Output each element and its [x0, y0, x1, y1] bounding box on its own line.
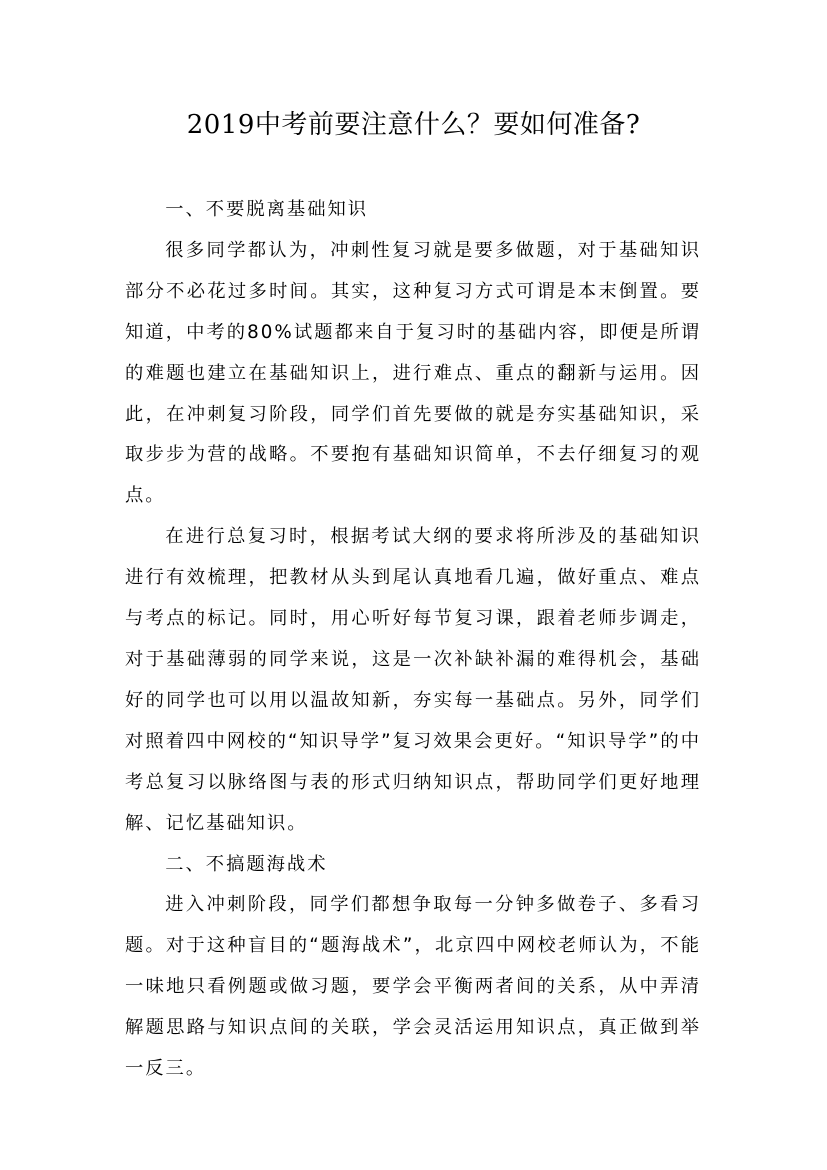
paragraph: 进入冲刺阶段，同学们都想争取每一分钟多做卷子、多看习题。对于这种盲目的“题海战术”，北京四中网校老师认为，不能一味地只看例题或做习题，要学会平衡两者间的关系，从中弄清解题思路与知识点间的关联，学会灵活运用知识点，真正做到举一反三。	[125, 894, 701, 1080]
section-heading-2: 二、不搞题海战术	[165, 853, 328, 875]
section-heading-1: 一、不要脱离基础知识	[165, 199, 369, 220]
document-body	[125, 190, 701, 1090]
document-title: 2019中考前要注意什么？要如何准备?	[186, 110, 641, 140]
paragraph: 在进行总复习时，根据考试大纲的要求将所涉及的基础知识进行有效梳理，把教材从头到尾认真地看几遍，做好重点、难点与考点的标记。同时，用心听好每节复习课，跟着老师步调走，对于基础薄弱的同学来说，这是一次补缺补漏的难得机会，基础好的同学也可以用以温故知新，夯实每一基础点。另外，同学们对照着四中网校的“知识导学”复习效果会更好。“知识导学”的中考总复习以脉络图与表的形式归纳知识点，帮助同学们更好地理解、记忆基础知识。	[125, 526, 701, 834]
paragraph: 很多同学都认为，冲刺性复习就是要多做题，对于基础知识部分不必花过多时间。其实，这种复习方式可谓是本末倒置。要知道，中考的80%试题都来自于复习时的基础内容，即便是所谓的难题也建立在基础知识上，进行难点、重点的翻新与运用。因此，在冲刺复习阶段，同学们首先要做的就是夯实基础知识，采取步步为营的战略。不要抱有基础知识简单，不去仔细复习的观点。	[125, 239, 701, 507]
